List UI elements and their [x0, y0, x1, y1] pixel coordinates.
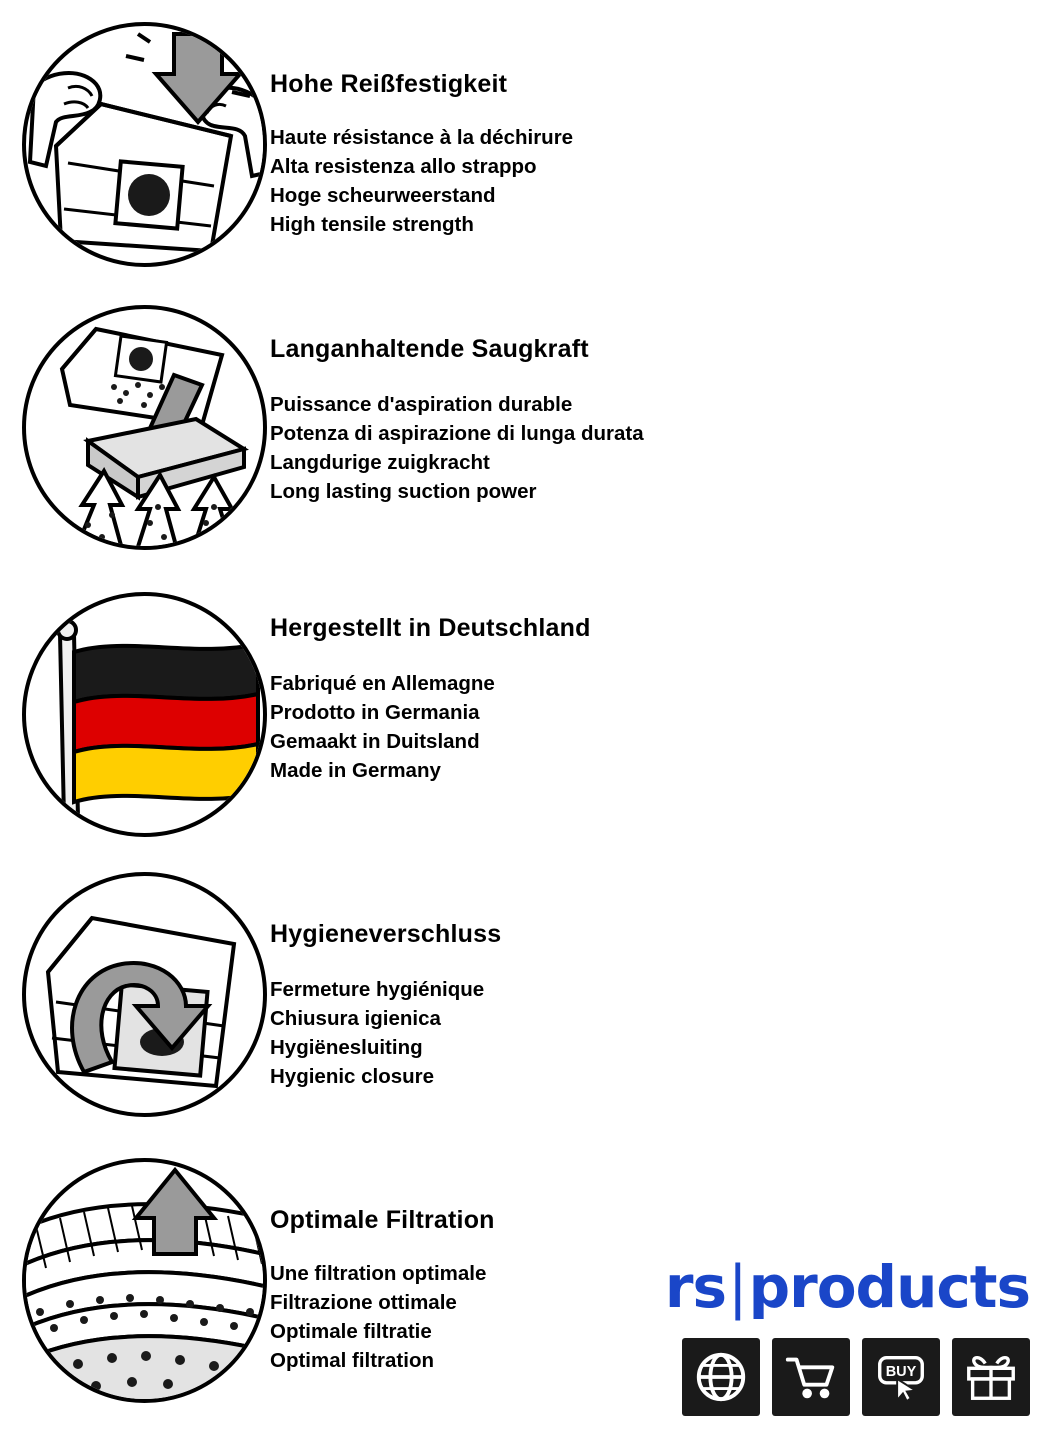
feature-row	[0, 592, 1040, 837]
feature-text-container	[270, 872, 501, 1091]
feature-text-container	[270, 592, 591, 785]
feature-line-fr: Une filtration optimale	[270, 1262, 487, 1285]
brand-name-right: products	[748, 1253, 1030, 1321]
feature-icon-container	[0, 305, 270, 550]
feature-line-it: Chiusura igienica	[270, 1007, 441, 1031]
feature-title: Langanhaltende Saugkraft	[270, 335, 589, 363]
feature-text-container	[270, 1158, 495, 1375]
feature-text-container	[270, 22, 573, 239]
brand-logo	[640, 1253, 1030, 1321]
feature-line-nl: Hoge scheurweerstand	[270, 184, 496, 208]
feature-line-it: Filtrazione ottimale	[270, 1291, 457, 1315]
feature-title: Hygieneverschluss	[270, 920, 502, 948]
buy-button-icon	[862, 1338, 940, 1416]
brand-name-left: rs	[664, 1253, 727, 1321]
feature-icon-container	[0, 872, 270, 1117]
feature-icon-container	[0, 592, 270, 837]
feature-row	[0, 872, 1040, 1117]
feature-line-en: Made in Germany	[270, 759, 441, 783]
feature-title: Hohe Reißfestigkeit	[270, 70, 508, 98]
feature-line-fr: Haute résistance à la déchirure	[270, 126, 574, 149]
vacuum-nozzle-suction-icon	[22, 305, 267, 550]
tear-resistant-bag-icon	[22, 22, 267, 267]
feature-line-nl: Gemaakt in Duitsland	[270, 730, 480, 754]
feature-line-en: Long lasting suction power	[270, 480, 537, 504]
brand-separator: |	[728, 1253, 747, 1321]
hygienic-closure-icon	[22, 872, 267, 1117]
feature-line-it: Potenza di aspirazione di lunga durata	[270, 422, 644, 446]
shopping-cart-icon	[772, 1338, 850, 1416]
feature-line-en: Hygienic closure	[270, 1065, 435, 1089]
feature-line-en: High tensile strength	[270, 213, 474, 237]
feature-line-nl: Langdurige zuigkracht	[270, 451, 490, 475]
feature-row	[0, 305, 1040, 550]
feature-line-nl: Optimale filtratie	[270, 1320, 432, 1344]
feature-icon-container	[0, 1158, 270, 1403]
feature-line-it: Prodotto in Germania	[270, 701, 480, 725]
feature-line-en: Optimal filtration	[270, 1349, 434, 1373]
feature-text-container	[270, 305, 644, 506]
multi-layer-filtration-icon	[22, 1158, 267, 1403]
feature-title: Hergestellt in Deutschland	[270, 614, 591, 642]
feature-title: Optimale Filtration	[270, 1206, 495, 1234]
feature-icon-container	[0, 22, 270, 267]
svg-text:BUY: BUY	[885, 1364, 917, 1381]
feature-line-it: Alta resistenza allo strappo	[270, 155, 537, 179]
feature-line-fr: Fermeture hygiénique	[270, 978, 485, 1001]
gift-box-icon	[952, 1338, 1030, 1416]
german-flag-icon	[22, 592, 267, 837]
brand-icon-row	[640, 1338, 1030, 1416]
feature-row	[0, 22, 1040, 267]
feature-line-fr: Fabriqué en Allemagne	[270, 672, 495, 695]
globe-icon	[682, 1338, 760, 1416]
brand-block	[640, 1253, 1030, 1416]
feature-line-nl: Hygiënesluiting	[270, 1036, 423, 1060]
feature-line-fr: Puissance d'aspiration durable	[270, 393, 573, 416]
